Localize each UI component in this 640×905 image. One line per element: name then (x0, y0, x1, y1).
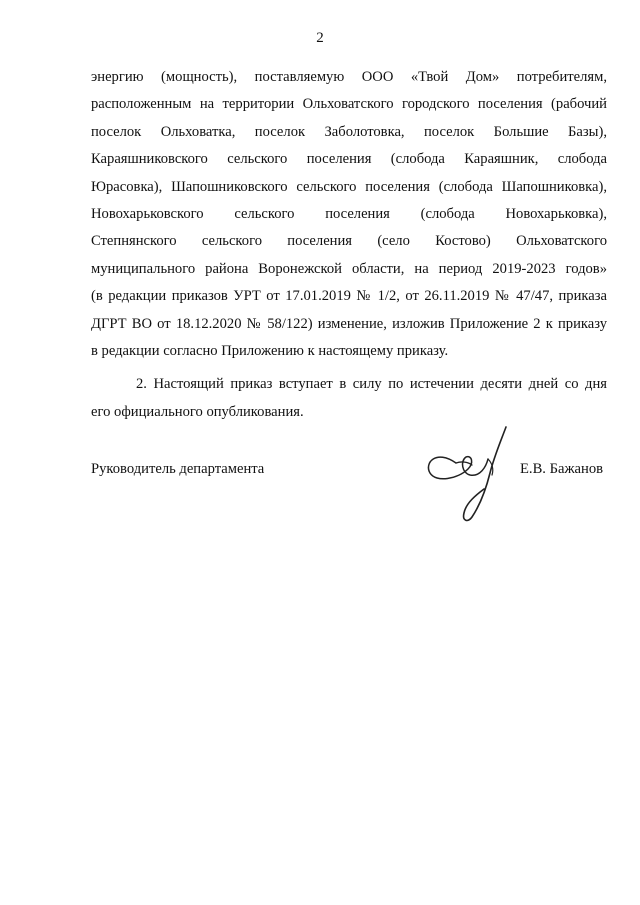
paragraph-1-line: в редакции согласно Приложению к настоящему приказу. (91, 342, 449, 359)
page-number: 2 (316, 30, 324, 46)
paragraph-1-line: ДГРТ ВО от 18.12.2020 № 58/122) изменение, изложив Приложение 2 к приказу (91, 315, 607, 332)
paragraph-1-line: поселок Ольховатка, поселок Заболотовка, поселок Большие Базы), (91, 123, 607, 140)
paragraph-1-line: (в редакции приказов УРТ от 17.01.2019 № 1/2, от 26.11.2019 № 47/47, приказа (91, 288, 607, 305)
signer-name: Е.В. Бажанов (520, 461, 604, 477)
paragraph-1-line: муниципального района Воронежской области, на период 2019-2023 годов» (91, 260, 607, 277)
signer-title: Руководитель департамента (91, 461, 265, 477)
paragraph-2-line: 2. Настоящий приказ вступает в силу по истечении десяти дней со дня (136, 376, 607, 393)
document-body (91, 64, 607, 426)
paragraph-2-line: его официального опубликования. (91, 403, 304, 420)
paragraph-1-line: энергию (мощность), поставляемую ООО «Твой Дом» потребителям, (91, 69, 607, 85)
paragraph-1-line: Юрасовка), Шапошниковского сельского поселения (слобода Шапошниковка), (91, 178, 607, 195)
paragraph-1-line: Новохарьковского сельского поселения (слобода Новохарьковка), (91, 205, 607, 222)
paragraph-1-line: Караяшниковского сельского поселения (слобода Караяшник, слобода (91, 151, 607, 168)
paragraph-1-line: Степнянского сельского поселения (село Костово) Ольховатского (91, 233, 607, 250)
paragraph-1-line: расположенным на территории Ольховатского городского поселения (рабочий (91, 96, 607, 113)
handwritten-signature (422, 425, 522, 525)
